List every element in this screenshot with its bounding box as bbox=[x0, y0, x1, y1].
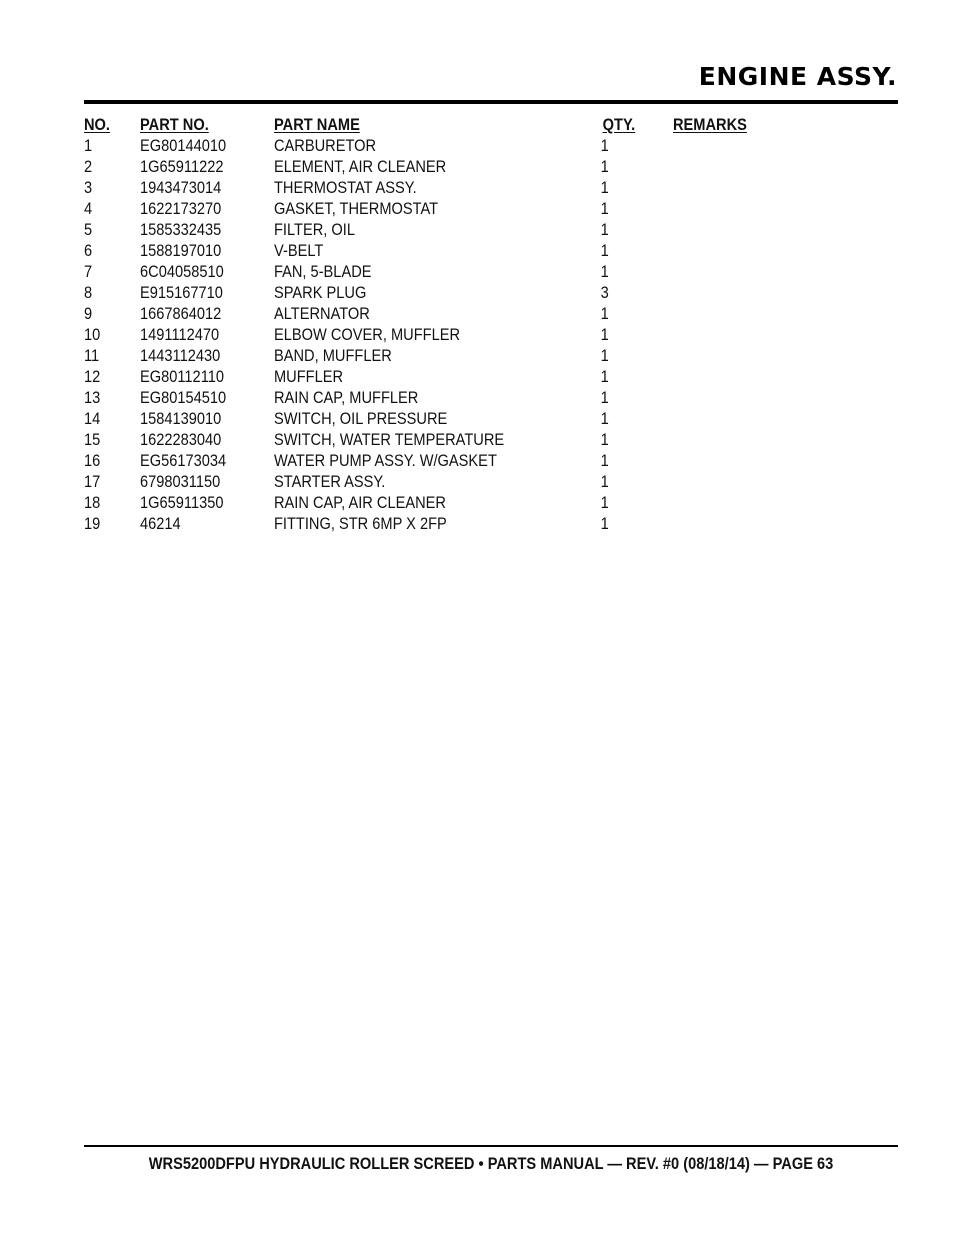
table-row: 13 EG80154510 RAIN CAP, MUFFLER 1 bbox=[84, 388, 609, 407]
table-row: 3 1943473014 THERMOSTAT ASSY. 1 bbox=[84, 178, 609, 197]
table-row: 2 1G65911222 ELEMENT, AIR CLEANER 1 bbox=[84, 157, 609, 176]
table-row: 7 6C04058510 FAN, 5-BLADE 1 bbox=[84, 262, 609, 281]
page-title: ENGINE ASSY. bbox=[698, 62, 897, 91]
table-row: 11 1443112430 BAND, MUFFLER 1 bbox=[84, 346, 609, 365]
table-row: 1 EG80144010 CARBURETOR 1 bbox=[84, 136, 609, 155]
table-row: 17 6798031150 STARTER ASSY. 1 bbox=[84, 472, 609, 491]
table-row: 10 1491112470 ELBOW COVER, MUFFLER 1 bbox=[84, 325, 609, 344]
table-row: 5 1585332435 FILTER, OIL 1 bbox=[84, 220, 609, 239]
table-row: 9 1667864012 ALTERNATOR 1 bbox=[84, 304, 609, 323]
table-row: 4 1622173270 GASKET, THERMOSTAT 1 bbox=[84, 199, 609, 218]
table-row: 15 1622283040 SWITCH, WATER TEMPERATURE 1 bbox=[84, 430, 609, 449]
table-row: 8 E915167710 SPARK PLUG 3 bbox=[84, 283, 609, 302]
table-header-row: NO. PART NO. PART NAME QTY. REMARKS bbox=[84, 115, 747, 134]
table-row: 12 EG80112110 MUFFLER 1 bbox=[84, 367, 609, 386]
page-footer: WRS5200DFPU HYDRAULIC ROLLER SCREED • PARTS MANUAL — REV. #0 (08/18/14) — PAGE 63 bbox=[148, 1154, 834, 1173]
table-row: 18 1G65911350 RAIN CAP, AIR CLEANER 1 bbox=[84, 493, 609, 512]
title-divider bbox=[84, 100, 898, 104]
table-row: 14 1584139010 SWITCH, OIL PRESSURE 1 bbox=[84, 409, 609, 428]
table-row: 19 46214 FITTING, STR 6MP X 2FP 1 bbox=[84, 514, 609, 533]
table-row: 16 EG56173034 WATER PUMP ASSY. W/GASKET 1 bbox=[84, 451, 609, 470]
footer-divider bbox=[84, 1145, 898, 1147]
table-body bbox=[84, 135, 784, 534]
parts-table bbox=[84, 114, 784, 534]
table-row: 6 1588197010 V-BELT 1 bbox=[84, 241, 609, 260]
